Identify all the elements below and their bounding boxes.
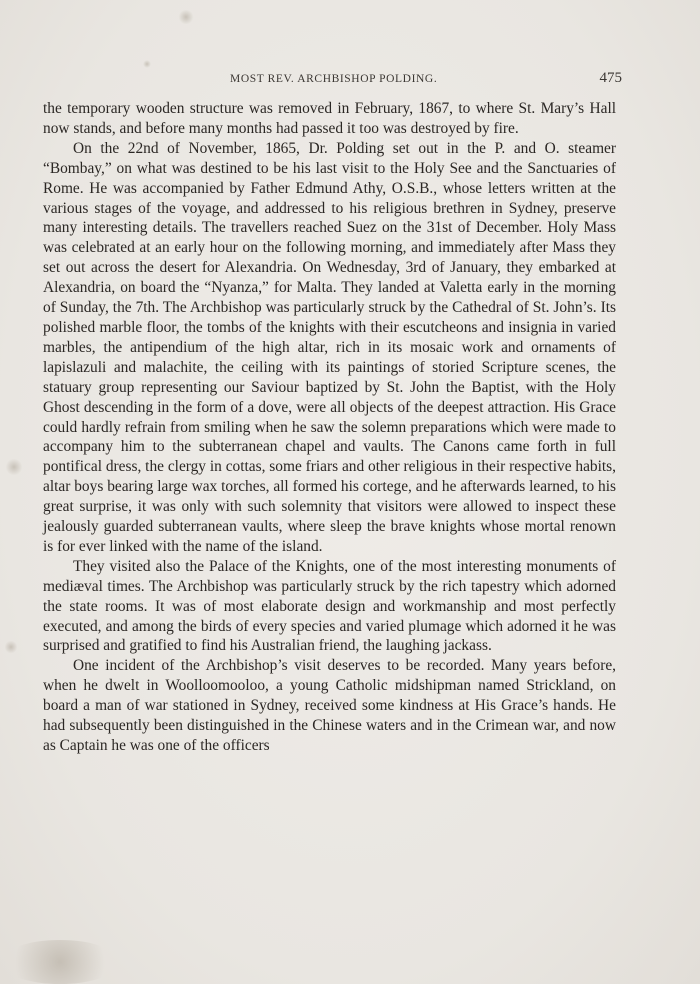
paragraph: One incident of the Archbishop’s visit deserves to be recorded. Many years before, when he dwelt in Woolloomooloo, a young Catholic midshipman named Strickland, on board a man of war stationed in Sydney, received some kindness at His Grace’s hands. He had subsequently been distinguished in the Chinese waters and in the Crimean war, and now as Captain he was one of the officers xyxy=(43,657,616,754)
paper-stain xyxy=(143,60,151,68)
paper-stain xyxy=(6,458,22,476)
paragraph: the temporary wooden structure was removed in February, 1867, to where St. Mary’s Hall now stands, and before many months had passed it too was destroyed by fire. xyxy=(43,100,616,137)
page-number: 475 xyxy=(599,70,622,86)
body-text xyxy=(43,99,616,756)
paper-stain xyxy=(178,10,194,24)
running-title: MOST REV. ARCHBISHOP POLDING. xyxy=(230,73,438,85)
paper-stain xyxy=(0,940,120,984)
paragraph: On the 22nd of November, 1865, Dr. Polding set out in the P. and O. steamer “Bombay,” on what was destined to be his last visit to the Holy See and the Sanctuaries of Rome. He was accompanied by Father Edmund Athy, O.S.B., whose letters written at the various stages of the voyage, and addressed to his religious brethren in Sydney, preserve many interesting details. The travellers reached Suez on the 31st of December. Holy Mass was celebrated at an early hour on the following morning, and immediately after Mass they set out across the desert for Alexandria. On Wednesday, 3rd of January, they embarked at Alexandria, on board the “Nyanza,” for Malta. They landed at Valetta early in the morning of Sunday, the 7th. The Archbishop was particularly struck by the Cathedral of St. John’s. Its polished marble floor, the tombs of the knights with their escutcheons and insignia in varied marbles, the antipendium of the high altar, rich in its mosaic work and ornaments of lapislazuli and malachite, the ceiling with its paintings of storied Scripture scenes, the statuary group representing our Saviour baptized by St. John the Baptist, with the Holy Ghost descending in the form of a dove, were all objects of the deepest attraction. His Grace could hardly refrain from smiling when he saw the solemn preparations which were made to accompany him to the subterranean chapel and vaults. The Canons came forth in full pontifical dress, the clergy in cottas, some friars and other religious in their respective habits, altar boys bearing large wax torches, all formed his cortege, and he afterwards learned, to his great surprise, it was only with such solemnity that visitors were allowed to inspect these jealously guarded subterranean vaults, where sleep the brave knights whose mortal renown is for ever linked with the name of the island. xyxy=(43,139,616,555)
paper-stain xyxy=(5,640,17,654)
page-header xyxy=(40,70,630,94)
paragraph: They visited also the Palace of the Knights, one of the most interesting monuments of mediæval times. The Archbishop was particularly struck by the rich tapestry which adorned the state rooms. It was of most elaborate design and workmanship and most perfectly executed, and among the birds of every species and varied plumage which adorned it he was surprised and gratified to find his Australian friend, the laughing jackass. xyxy=(43,557,616,655)
